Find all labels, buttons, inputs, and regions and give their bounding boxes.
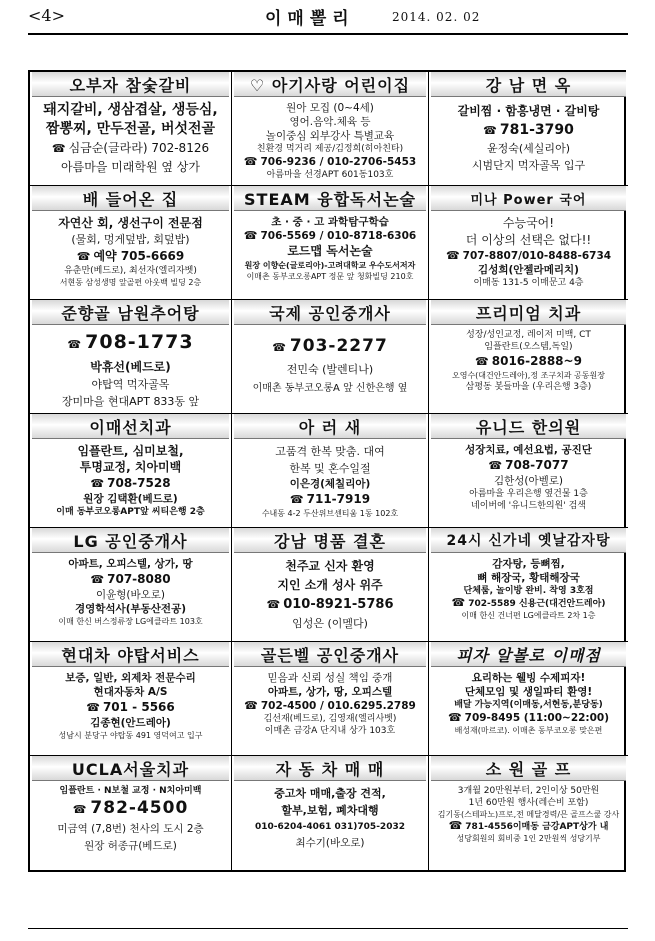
ad-line: 경영학석사(부동산전공)	[74, 603, 187, 615]
ad-line: 천주교 신자 환영	[285, 559, 375, 573]
ad-line: 이매동 131-5 이매문고 4층	[473, 278, 584, 288]
ad-line: 이매 한신 건너편 LG에클라트 2차 1층	[461, 611, 596, 620]
ad-lg-realty	[30, 528, 232, 642]
ad-line: 고품격 한복 맞춤. 대여	[275, 445, 385, 458]
ad-title: 피자 알볼로 이매점	[431, 642, 626, 667]
ad-title: 국제 공인중개사	[234, 300, 426, 325]
ad-line: 781-3790	[499, 122, 574, 138]
phone-icon: ☎	[445, 249, 460, 262]
ad-title: STEAM 융합독서논술	[234, 186, 426, 211]
ad-title: 준향골 남원추어탕	[32, 300, 229, 325]
ad-line: 원아 모집 (0~4세)	[286, 102, 374, 114]
ad-line: 이은경(체칠리아)	[289, 478, 371, 490]
phone-icon: ☎	[76, 250, 91, 263]
ad-ucla-seoul-dental	[30, 756, 232, 870]
ad-title: UCLA서울치과	[32, 756, 229, 781]
phone-icon: ☎	[488, 459, 503, 472]
phone-icon: ☎	[67, 338, 83, 351]
ad-title: 배 들어온 집	[32, 186, 229, 211]
ad-title-text: 미나 Power 국어	[470, 192, 587, 208]
ad-line: 이매촌 동부코오롱APT 정문 앞 청화빌딩 210호	[246, 272, 414, 281]
phone-icon: ☎	[475, 355, 489, 368]
ad-title	[431, 186, 626, 211]
ad-line: 709-8495 (11:00~22:00)	[464, 712, 610, 724]
ad-line: 이매 한신 버스정류장 LG에클라트 103호	[58, 617, 203, 626]
ad-title: 강남 명품 결혼	[234, 528, 426, 553]
ad-line: 배성재(마르코). 이매촌 동부코오롱 맞은편	[454, 726, 603, 735]
ad-bae-deuleoon-jip	[30, 186, 232, 300]
ad-line: 아파트, 오피스텔, 상가, 땅	[68, 558, 193, 570]
ad-line: 네이버에 '유니드한의원' 검색	[471, 501, 586, 511]
ad-line: 3개월 20만원부터, 2인이상 50만원	[457, 786, 600, 796]
ad-line: 아파트, 상가, 땅, 오피스텔	[267, 686, 393, 698]
ad-title: 이매선치과	[32, 414, 229, 439]
phone-icon: ☎	[266, 598, 281, 611]
ad-line: 이윤형(바오로)	[95, 589, 166, 601]
ad-line: 성장치료, 예선요법, 공진단	[465, 444, 592, 456]
ad-line: 701 - 5566	[102, 700, 175, 714]
ad-title: 소 원 골 프	[431, 756, 626, 781]
ad-line: 예약 705-6669	[93, 249, 185, 263]
ad-line: 아름마을 우리은행 옆건물 1층	[469, 489, 588, 499]
phone-icon: ☎	[447, 711, 462, 724]
ad-line: 할부,보험, 폐차대행	[281, 804, 379, 817]
ad-line: 친환경 먹거리 제공/김정희(히아친타)	[256, 144, 404, 154]
ad-title: 유니드 한의원	[431, 414, 626, 439]
ad-line: 782-4500	[90, 798, 189, 818]
ad-line: (물회, 멍게덮밥, 회덮밥)	[71, 233, 190, 246]
ad-car-trading	[232, 756, 429, 870]
ad-line: 윤정숙(세실리아)	[487, 142, 570, 155]
ad-line: 원장 허종규(베드로)	[84, 840, 177, 852]
phone-icon: ☎	[243, 155, 258, 168]
ad-title: 24시 신가네 옛날감자탕	[431, 528, 626, 553]
ad-line: 수내동 4-2 두산위브센티움 1동 102호	[261, 509, 399, 518]
ad-title: 현대차 야탑서비스	[32, 642, 229, 667]
ad-gangnam-myeonok	[429, 72, 628, 186]
ad-line: 임플란트 · N보철 교정 · N치아미백	[59, 786, 202, 796]
ad-line: 삼평동 봇들마을 (우리은행 3층)	[465, 382, 592, 392]
ad-sowon-golf	[429, 756, 628, 870]
ad-line: 703-2277	[289, 336, 388, 356]
ad-gukje-realty	[232, 300, 429, 414]
ad-title: 골든벨 공인중개사	[234, 642, 426, 667]
ad-line: 원장 이향순(글로리아)-고려대학교 우수도서저자	[244, 261, 416, 270]
ad-line: 한복 및 혼수일절	[289, 462, 371, 475]
ad-line: 지인 소개 성사 위주	[277, 578, 383, 592]
phone-icon: ☎	[451, 596, 466, 609]
ad-singane-gamjatang	[429, 528, 628, 642]
ad-pizza-alvolo	[429, 642, 628, 756]
ad-line: 전민숙 (발렌티나)	[286, 363, 374, 376]
ad-obuja-galbi	[30, 72, 232, 186]
phone-icon: ☎	[90, 573, 105, 586]
ad-line: 708-7077	[505, 458, 569, 472]
phone-icon: ☎	[90, 477, 105, 490]
ad-line: 박휴선(베드로)	[90, 360, 171, 374]
ad-goldenbell-realty	[232, 642, 429, 756]
ad-hyundai-service	[30, 642, 232, 756]
ad-imaeseon-dental	[30, 414, 232, 528]
page-header	[0, 0, 655, 40]
ad-line: 임플란트(오스템,독일)	[484, 342, 573, 352]
ad-line: 중고차 매매,출장 견적,	[274, 787, 386, 800]
ad-line: 심금순(글라라) 702-8126	[68, 141, 210, 155]
ad-line: 702-5589 신용근(대건안드레아)	[468, 599, 606, 609]
phone-icon: ☎	[244, 699, 258, 712]
ad-line: 뼈 해장국, 황태해장국	[477, 572, 580, 584]
ad-line: 707-8080	[107, 572, 171, 586]
ad-line: 임성은 (이멜다)	[292, 617, 368, 630]
ad-line: 수능국어!	[502, 216, 555, 230]
ad-line: 성당회원의 회비중 1인 2만원씩 성당기부	[456, 834, 601, 843]
ad-line: 706-5569 / 010-8718-6306	[260, 230, 417, 242]
phone-icon: ☎	[72, 803, 88, 816]
ad-line: 단체모임 및 생일파티 환영!	[464, 686, 593, 698]
ad-line: 성장/성인교정, 레이저 미백, CT	[466, 330, 591, 340]
ad-line: 707-8807/010-8488-6734	[462, 250, 612, 262]
ad-line: 김한성(아벨로)	[493, 475, 564, 487]
phone-icon: ☎	[86, 701, 100, 714]
ad-line: 짬뽕찌, 만두전골, 버섯전골	[45, 121, 216, 137]
ad-line: 원장 김택환(베드로)	[83, 493, 178, 505]
ad-line: 보증, 일반, 외제차 전문수리	[65, 672, 196, 684]
ad-line: 단체룸, 놀이방 완비. 착영 3호점	[463, 586, 594, 596]
phone-icon: ☎	[289, 493, 304, 506]
ad-line: 돼지갈비, 생삼겹살, 생등심,	[43, 102, 218, 118]
footer-rule	[28, 928, 628, 929]
ad-agisarang-daycare	[232, 72, 429, 186]
phone-icon: ☎	[272, 341, 287, 354]
ad-gangnam-wedding	[232, 528, 429, 642]
ad-line: 711-7919	[306, 492, 371, 506]
ad-line: 믿음과 신뢰 성실 책임 중개	[267, 672, 393, 684]
ad-premium-dental	[429, 300, 628, 414]
ad-line: 요리하는 웰빙 수제피자!	[471, 672, 586, 684]
ad-title: 프리미엄 치과	[431, 300, 626, 325]
ad-line: 미금역 (7,8번) 천사의 도시 2층	[57, 823, 204, 835]
ad-line: 갈비찜 · 함흥냉면 · 갈비탕	[457, 104, 600, 118]
ad-line: 이매촌 금강A 단지내 상가 103호	[264, 726, 396, 736]
ad-title: LG 공인중개사	[32, 528, 229, 553]
ad-title: ♡ 아기사랑 어린이집	[234, 72, 426, 97]
ad-line: 영어.음악.체육 등	[289, 116, 371, 128]
ad-line: 임플란트, 심미보철,	[77, 444, 184, 458]
ad-mina-power-korean	[429, 186, 628, 300]
ad-line: 서현동 삼성생명 앞골편 아웃백 빌딩 2층	[59, 278, 202, 287]
ad-line: 더 이상의 선택은 없다!!	[465, 233, 592, 247]
ad-line: 장미마을 현대APT 833동 앞	[61, 395, 200, 408]
ad-line: 유춘만(베드로), 최선자(엘리자벳)	[64, 266, 197, 276]
ad-title: 아 러 새	[234, 414, 426, 439]
ad-line: 시범단지 먹자골목 입구	[471, 159, 586, 172]
ad-line: 이매촌 동부코오롱A 앞 신한은행 옆	[252, 383, 408, 394]
ad-line: 8016-2888~9	[491, 354, 582, 368]
newsletter-title: 이매뽈리	[265, 9, 355, 29]
issue-date: 2014. 02. 02	[392, 10, 481, 24]
ad-title: 자 동 차 매 매	[234, 756, 426, 781]
ad-line: 김성희(안젤라메리치)	[478, 264, 579, 276]
ad-line: 로드맵 독서논술	[287, 244, 373, 258]
ad-line: 놀이중심 외부강사 특별교육	[265, 130, 395, 142]
ad-line: 김선재(베드로), 김영재(엘리사벳)	[263, 714, 397, 724]
ad-line: 감자탕, 등뼈찜,	[492, 558, 565, 570]
ad-title: 오부자 참숯갈비	[32, 72, 229, 97]
phone-icon: ☎	[51, 142, 66, 155]
ad-line: 아름마을 미래학원 옆 상가	[61, 160, 200, 174]
ad-line: 1년 60만원 행사(레슨비 포함)	[468, 798, 589, 808]
ad-line: 706-9236 / 010-2706-5453	[260, 156, 417, 168]
ad-line: 김종현(안드레아)	[90, 717, 171, 729]
ad-line: 현대자동차 A/S	[93, 686, 168, 698]
ad-line: 배달 가능지역(이매동,서현동,분당동)	[454, 700, 603, 710]
phone-icon: ☎	[448, 819, 463, 832]
phone-icon: ☎	[483, 124, 497, 137]
ad-unid-oriental-clinic	[429, 414, 628, 528]
ad-line: 오영수(대건안드레아),정 조구치과 공동원장	[452, 371, 605, 380]
ad-line: 708-7528	[107, 476, 171, 490]
ad-junhyanggol-chueotang	[30, 300, 232, 414]
phone-icon: ☎	[243, 229, 258, 242]
ad-line: 이매 동부코오롱APT앞 씨티은행 2층	[56, 507, 205, 517]
ad-line: 투명교정, 치아미백	[79, 460, 182, 474]
header-rule	[28, 33, 628, 35]
ad-line: 010-8921-5786	[283, 597, 394, 612]
ad-line: 김기동(스테파노)프로,전 메달경력/믄 골프스쿨 강사	[437, 810, 620, 819]
ad-title: 강 남 면 옥	[431, 72, 626, 97]
ad-line: 초 · 중 · 고 과학탐구학습	[271, 216, 389, 228]
ad-line: 아름마을 선경APT 601동103호	[266, 170, 394, 180]
ad-line: 최수기(바오로)	[295, 837, 365, 849]
ad-grid	[28, 70, 626, 872]
page-number: <4>	[28, 6, 65, 25]
ad-line: 702-4500 / 010.6295.2789	[260, 700, 416, 712]
ad-line: 708-1773	[85, 331, 194, 353]
ad-areosae-hanbok	[232, 414, 429, 528]
ad-steam-reading	[232, 186, 429, 300]
ad-line: 자연산 회, 생선구이 전문점	[58, 216, 203, 230]
ad-line: 010-6204-4061 031)705-2032	[255, 822, 405, 832]
ad-line: 성남시 분당구 야탑동 491 영덕여고 입구	[58, 731, 203, 740]
ad-line: 781-4556이매동 금강APT상가 내	[465, 822, 609, 832]
ad-line: 야탑역 먹자골목	[91, 378, 170, 391]
